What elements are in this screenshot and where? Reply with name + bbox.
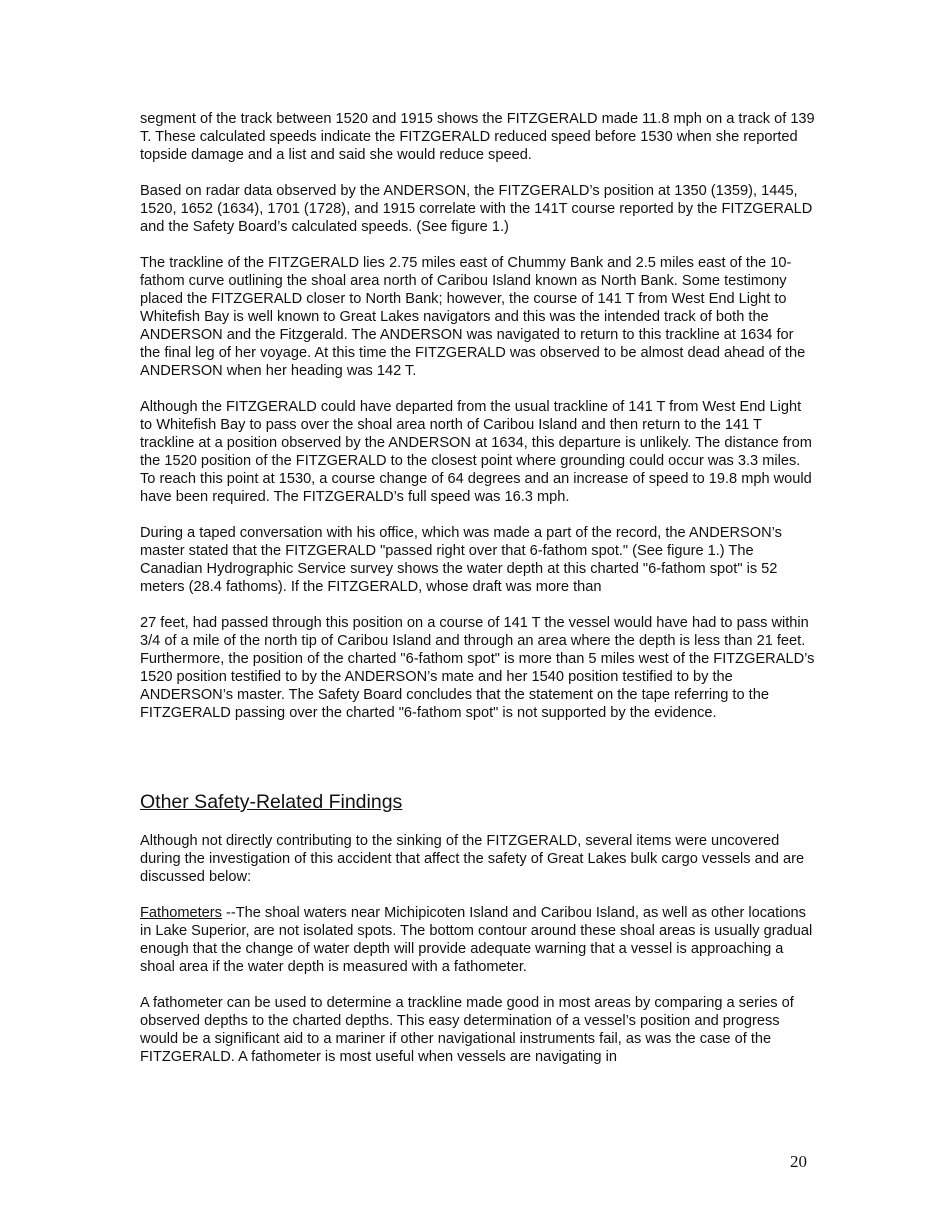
- fathometers-term: Fathometers: [140, 905, 222, 921]
- paragraph-trackline: The trackline of the FITZGERALD lies 2.75 miles east of Chummy Bank and 2.5 miles east of the 10-fathom curve outlining the shoal area north of Caribou Island known as North Bank. Some testimony placed the FITZGERALD closer to North Bank; however, the course of 141 T from West End Light to Whitefish Bay is well known to Great Lakes navigators and this was the intended track of both the ANDERSON and the Fitzgerald. The ANDERSON was navigated to return to this trackline at 1634 for the final leg of her voyage. At this time the FITZGERALD was observed to be almost dead ahead of the ANDERSON when her heading was 142 T.: [140, 255, 806, 379]
- fathometers-text: --The shoal waters near Michipicoten Island and Caribou Island, as well as other locations in Lake Superior, are not isolated spots. The bottom contour around these shoal areas is usually gradual enough that the change of water depth will provide adequate warning that a vessel is approaching a shoal area if the water depth is measured with a fathometer.: [140, 905, 813, 975]
- paragraph-fathometers: [140, 904, 816, 976]
- paragraph-radar-data: Based on radar data observed by the ANDERSON, the FITZGERALD’s position at 1350 (1359), 1445, 1520, 1652 (1634), 1701 (1728), and 1915 correlate with the 141T course reported by the FITZGERALD and the Safety Board’s calculated speeds. (See figure 1.): [140, 183, 813, 235]
- paragraph-taped-conversation: During a taped conversation with his office, which was made a part of the record, the ANDERSON’s master stated that the FITZGERALD "passed right over that 6-fathom spot." (See figure 1.) The Canadian Hydrographic Service survey shows the water depth at this charted "6-fathom spot" is 52 meters (28.4 fathoms). If the FITZGERALD, whose draft was more than: [140, 525, 782, 595]
- paragraph-track-speed: segment of the track between 1520 and 1915 shows the FITZGERALD made 11.8 mph on a track of 139 T. These calculated speeds indicate the FITZGERALD reduced speed before 1530 when she reported topside damage and a list and said she would reduce speed.: [140, 111, 815, 163]
- page-number: 20: [790, 1152, 807, 1171]
- document-body: [140, 110, 816, 1084]
- section-heading: Other Safety-Related Findings: [140, 791, 403, 813]
- paragraph-fathometer-use: A fathometer can be used to determine a trackline made good in most areas by comparing a series of observed depths to the charted depths. This easy determination of a vessel’s position and progress would be a significant aid to a mariner if other navigational instruments fail, as was the case of the FITZGERALD. A fathometer is most useful when vessels are navigating in: [140, 995, 794, 1065]
- paragraph-departure-unlikely: Although the FITZGERALD could have departed from the usual trackline of 141 T from West End Light to Whitefish Bay to pass over the shoal area north of Caribou Island and then return to the 141 T trackline at a position observed by the ANDERSON at 1634, this departure is unlikely. The distance from the 1520 position of the FITZGERALD to the closest point where grounding could occur was 3.3 miles. To reach this point at 1530, a course change of 64 degrees and an increase of speed to 19.8 mph would have been required. The FITZGERALD’s full speed was 16.3 mph.: [140, 399, 812, 505]
- section-spacer: [140, 740, 816, 790]
- paragraph-six-fathom-spot: 27 feet, had passed through this position on a course of 141 T the vessel would have had to pass within 3/4 of a mile of the north tip of Caribou Island and through an area where the depth is less than 21 feet. Furthermore, the position of the charted "6-fathom spot" is more than 5 miles west of the FITZGERALD’s 1520 position testified to by the ANDERSON’s mate and her 1540 position testified to by the ANDERSON’s master. The Safety Board concludes that the statement on the tape referring to the FITZGERALD passing over the charted "6-fathom spot" is not supported by the evidence.: [140, 615, 815, 721]
- paragraph-other-findings-intro: Although not directly contributing to the sinking of the FITZGERALD, several items were uncovered during the investigation of this accident that affect the safety of Great Lakes bulk cargo vessels and are discussed below:: [140, 833, 805, 885]
